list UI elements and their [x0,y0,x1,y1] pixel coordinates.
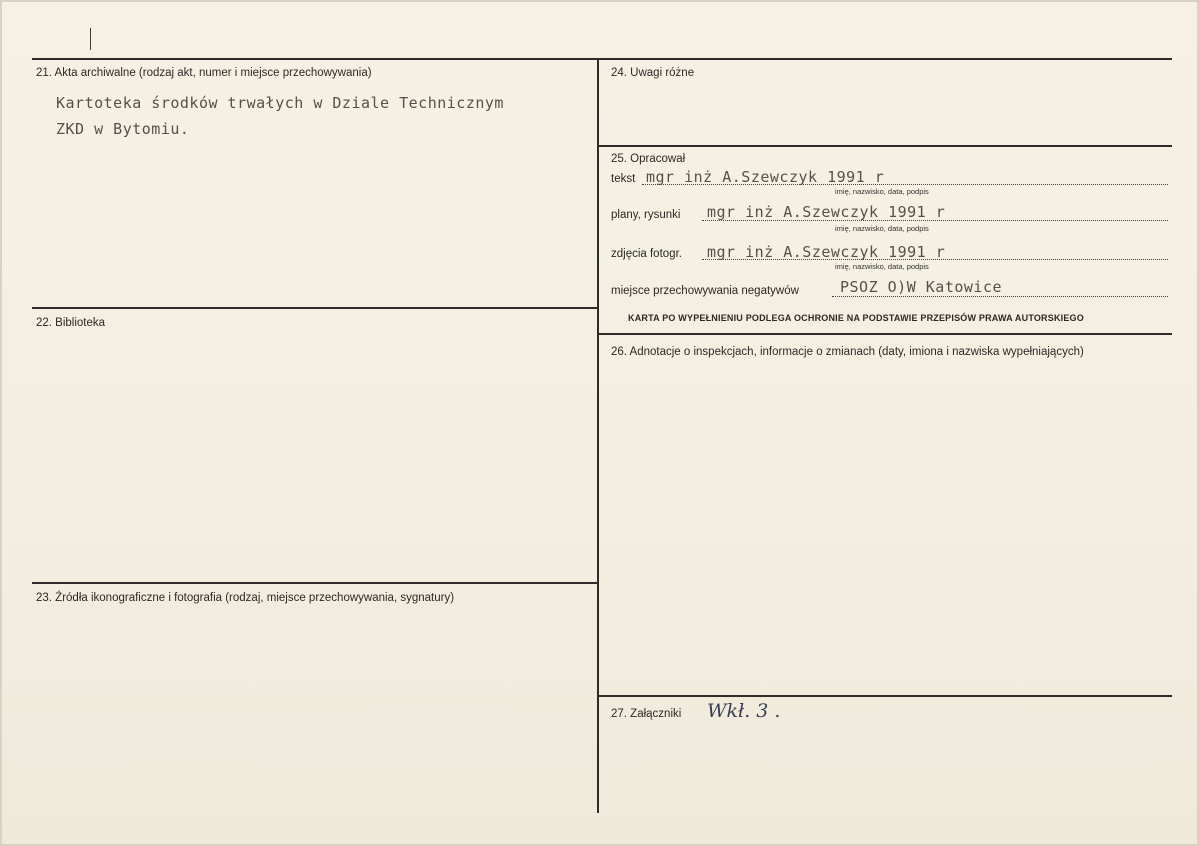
top-rule [32,58,1172,60]
rule-25-26 [598,333,1172,335]
copyright-notice: KARTA PO WYPEŁNIENIU PODLEGA OCHRONIE NA PODSTAWIE PRZEPISÓW PRAWA AUTORSKIEGO [628,313,1084,323]
rule-26-27 [598,695,1172,697]
plany-value: mgr inż A.Szewczyk 1991 r [707,203,946,221]
field-21-label: 21. Akta archiwalne (rodzaj akt, numer i miejsce przechowywania) [36,67,372,79]
rule-24-25 [598,145,1172,147]
field-21-line2: ZKD w Bytomiu. [56,120,190,138]
rule-21-22 [32,307,598,309]
plany-dotted-line [702,220,1168,221]
plany-caption: imię, nazwisko, data, podpis [835,224,929,233]
tekst-caption: imię, nazwisko, data, podpis [835,187,929,196]
field-23-label: 23. Źródła ikonograficzne i fotografia (rodzaj, miejsce przechowywania, sygnatury) [36,592,455,604]
column-divider [597,58,599,813]
field-27-label: 27. Załączniki [611,708,682,720]
negatywy-dotted-line [832,296,1168,297]
zdjecia-caption: imię, nazwisko, data, podpis [835,262,929,271]
zdjecia-dotted-line [702,259,1168,260]
zdjecia-label: zdjęcia fotogr. [611,248,682,260]
field-25-label: 25. Opracował [611,153,686,165]
field-24-label: 24. Uwagi różne [611,67,695,79]
tekst-label: tekst [611,173,636,185]
field-26-label: 26. Adnotacje o inspekcjach, informacje o zmianach (daty, imiona i nazwiska wypełniających) [611,346,1084,358]
field-22-label: 22. Biblioteka [36,317,106,329]
field-21-line1: Kartoteka środków trwałych w Dziale Technicznym [56,94,504,112]
plany-label: plany, rysunki [611,209,681,221]
negatywy-value: PSOZ O)W Katowice [840,278,1003,296]
rule-22-23 [32,582,598,584]
zdjecia-value: mgr inż A.Szewczyk 1991 r [707,243,946,261]
pencil-mark [90,28,91,50]
tekst-dotted-line [642,184,1168,185]
tekst-value: mgr inż A.Szewczyk 1991 r [646,168,885,186]
field-27-handwritten-value: Wkł. 3 . [707,700,781,722]
negatywy-label: miejsce przechowywania negatywów [611,285,799,297]
